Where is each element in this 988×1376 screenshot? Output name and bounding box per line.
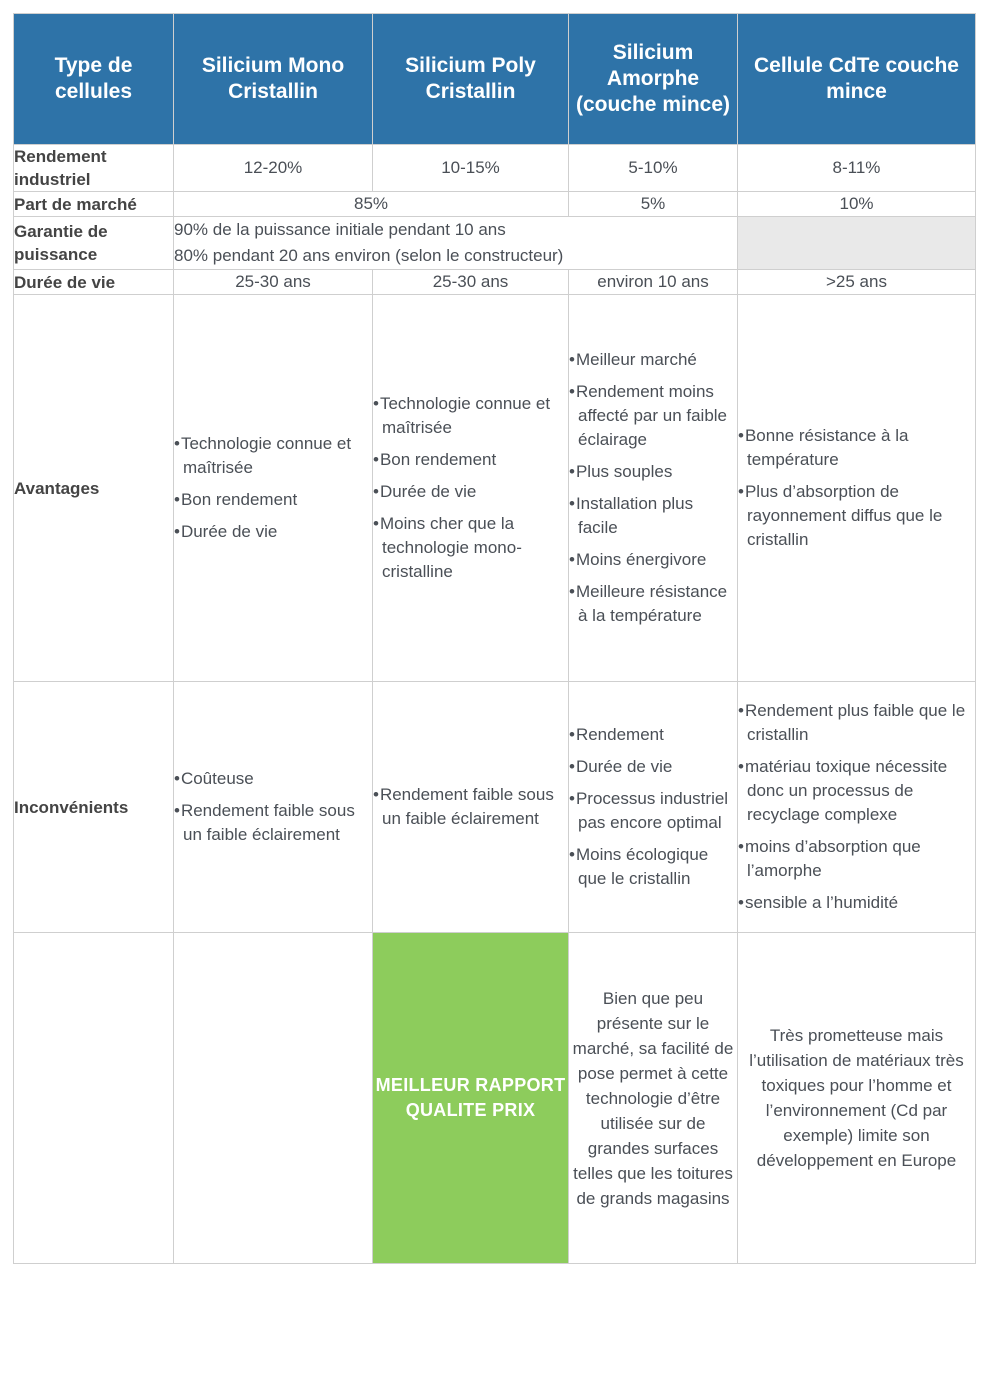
garantie-line-1: 90% de la puissance initiale pendant 10 ans [174, 220, 506, 239]
cell-inconvenients-cdte [738, 682, 976, 933]
cell-avantages-amorphe [569, 295, 738, 682]
row-label-duree-de-vie: Durée de vie [14, 270, 174, 295]
bullet-item: • Rendement faible sous un faible éclairement [174, 799, 372, 847]
cell-rendement-mono: 12-20% [174, 145, 373, 192]
cell-part-marche-cdte: 10% [738, 192, 976, 217]
column-header-silicium-mono-cristallin: Silicium Mono Cristallin [174, 14, 373, 145]
cell-duree-poly: 25-30 ans [373, 270, 569, 295]
bullet-item: • Rendement [569, 723, 737, 747]
cell-duree-cdte: >25 ans [738, 270, 976, 295]
cell-garantie-cdte-empty [738, 217, 976, 270]
table-row-duree-de-vie [14, 270, 976, 295]
comparison-table-container [13, 13, 975, 1264]
cell-duree-amorphe: environ 10 ans [569, 270, 738, 295]
bullet-list-inconvenients-poly [373, 783, 568, 831]
bullet-item: • Bonne résistance à la température [738, 424, 975, 472]
column-header-type-cellules: Type de cellules [14, 14, 174, 145]
column-header-silicium-amorphe: Silicium Amorphe (couche mince) [569, 14, 738, 145]
bullet-item: • Technologie connue et maîtrisée [373, 392, 568, 440]
cell-inconvenients-poly [373, 682, 569, 933]
bullet-item: • Bon rendement [174, 488, 372, 512]
bullet-item: • Installation plus facile [569, 492, 737, 540]
bullet-item: • Meilleur marché [569, 348, 737, 372]
cell-duree-mono: 25-30 ans [174, 270, 373, 295]
cell-verdict-label-empty [14, 933, 174, 1264]
bullet-item: • moins d’absorption que l’amorphe [738, 835, 975, 883]
bullet-item: • Durée de vie [174, 520, 372, 544]
table-row-avantages [14, 295, 976, 682]
bullet-item: • Rendement moins affecté par un faible éclairage [569, 380, 737, 452]
row-label-part-de-marche: Part de marché [14, 192, 174, 217]
bullet-item: • Durée de vie [569, 755, 737, 779]
bullet-list-avantages-poly [373, 392, 568, 584]
bullet-item: • Meilleure résistance à la température [569, 580, 737, 628]
bullet-item: • Moins énergivore [569, 548, 737, 572]
table-header [14, 14, 976, 145]
table-row-garantie-de-puissance [14, 217, 976, 270]
cell-rendement-poly: 10-15% [373, 145, 569, 192]
cell-inconvenients-amorphe [569, 682, 738, 933]
header-row [14, 14, 976, 145]
bullet-list-inconvenients-cdte [738, 699, 975, 915]
bullet-item: • Rendement plus faible que le cristallin [738, 699, 975, 747]
cell-avantages-poly [373, 295, 569, 682]
cell-verdict-cdte: Très prometteuse mais l’utilisation de matériaux très toxiques pour l’homme et l’environnement (Cd par exemple) limite son développement en Europe [738, 933, 976, 1264]
cell-part-marche-amorphe: 5% [569, 192, 738, 217]
cell-part-marche-mono-poly: 85% [174, 192, 569, 217]
bullet-item: • Durée de vie [373, 480, 568, 504]
table-row-verdict [14, 933, 976, 1264]
bullet-list-avantages-amorphe [569, 348, 737, 628]
bullet-list-inconvenients-mono [174, 767, 372, 847]
bullet-item: • Moins écologique que le cristallin [569, 843, 737, 891]
bullet-list-avantages-mono [174, 432, 372, 544]
table-body [14, 145, 976, 1264]
bullet-item: • Rendement faible sous un faible éclairement [373, 783, 568, 831]
bullet-item: • Plus souples [569, 460, 737, 484]
bullet-item: • Coûteuse [174, 767, 372, 791]
cell-avantages-mono [174, 295, 373, 682]
bullet-list-avantages-cdte [738, 424, 975, 552]
bullet-item: • matériau toxique nécessite donc un processus de recyclage complexe [738, 755, 975, 827]
cell-garantie-text [174, 217, 738, 270]
cell-rendement-amorphe: 5-10% [569, 145, 738, 192]
table-row-rendement-industriel [14, 145, 976, 192]
bullet-list-inconvenients-amorphe [569, 723, 737, 891]
table-row-inconvenients [14, 682, 976, 933]
cell-inconvenients-mono [174, 682, 373, 933]
cell-verdict-amorphe: Bien que peu présente sur le marché, sa facilité de pose permet à cette technologie d’être utilisée sur de grandes surfaces telles que les toitures de grands magasins [569, 933, 738, 1264]
row-label-avantages: Avantages [14, 295, 174, 682]
bullet-item: • Processus industriel pas encore optimal [569, 787, 737, 835]
row-label-garantie-de-puissance: Garantie de puissance [14, 217, 174, 270]
column-header-cellule-cdte: Cellule CdTe couche mince [738, 14, 976, 145]
table-row-part-de-marche [14, 192, 976, 217]
row-label-inconvenients: Inconvénients [14, 682, 174, 933]
bullet-item: • Moins cher que la technologie mono-cristalline [373, 512, 568, 584]
bullet-item: • Plus d’absorption de rayonnement diffus que le cristallin [738, 480, 975, 552]
badge-meilleur-rapport-qualite-prix: MEILLEUR RAPPORT QUALITE PRIX [373, 933, 569, 1264]
bullet-item: • sensible a l’humidité [738, 891, 975, 915]
cell-rendement-cdte: 8-11% [738, 145, 976, 192]
garantie-line-2: 80% pendant 20 ans environ (selon le constructeur) [174, 246, 564, 265]
cell-verdict-mono-empty [174, 933, 373, 1264]
cell-avantages-cdte [738, 295, 976, 682]
column-header-silicium-poly-cristallin: Silicium Poly Cristallin [373, 14, 569, 145]
bullet-item: • Technologie connue et maîtrisée [174, 432, 372, 480]
solar-cell-comparison-table [13, 13, 976, 1264]
row-label-rendement-industriel: Rendement industriel [14, 145, 174, 192]
bullet-item: • Bon rendement [373, 448, 568, 472]
